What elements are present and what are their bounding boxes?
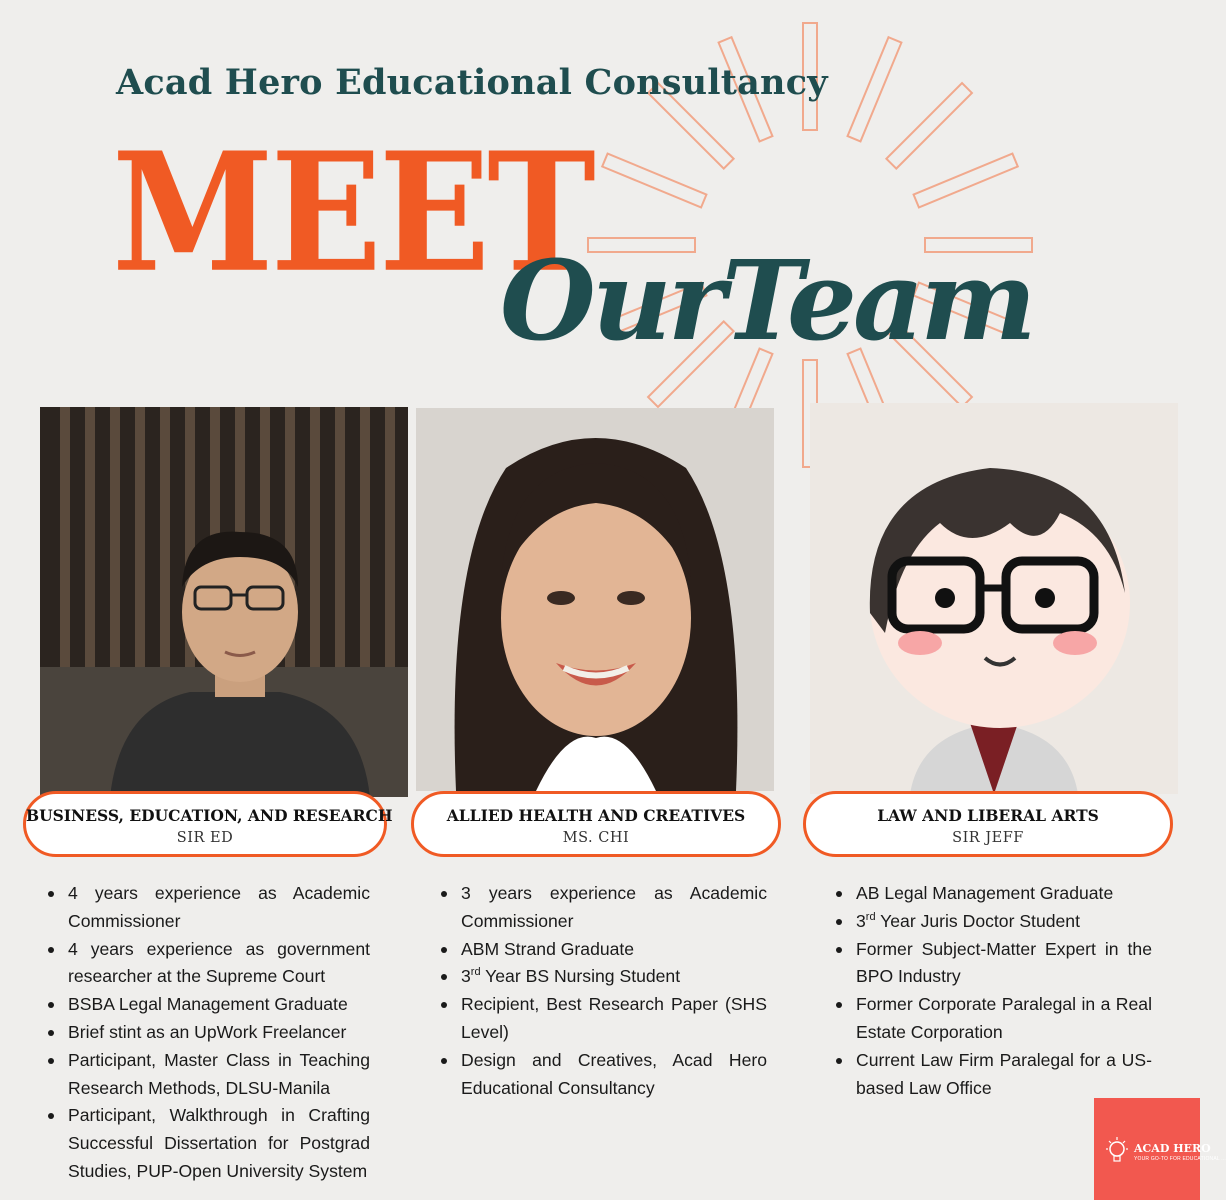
list-item: Brief stint as an UpWork Freelancer xyxy=(68,1019,370,1047)
list-item: 3 years experience as Academic Commissioner xyxy=(461,880,767,936)
list-item: Current Law Firm Paralegal for a US-based Law Office xyxy=(856,1047,1152,1103)
member-name: SIR ED xyxy=(176,830,234,846)
sir-ed-label xyxy=(23,791,393,857)
meet-heading: MEET xyxy=(112,117,593,309)
list-item: Participant, Walkthrough in Crafting Successful Dissertation for Postgrad Studies, PUP-Open University System xyxy=(68,1102,370,1185)
member-name: MS. CHI xyxy=(562,830,630,846)
list-item: AB Legal Management Graduate xyxy=(856,880,1152,908)
lightbulb-icon xyxy=(1104,1136,1130,1168)
sir-jeff-credentials xyxy=(830,880,1152,1102)
list-item: 4 years experience as government researcher at the Supreme Court xyxy=(68,936,370,992)
list-item: Former Subject-Matter Expert in the BPO Industry xyxy=(856,936,1152,992)
list-item: 3rd Year Juris Doctor Student xyxy=(856,908,1152,936)
our-team-heading: OurTeam xyxy=(500,236,1033,365)
member-name: SIR JEFF xyxy=(952,830,1024,846)
sir-ed-photo xyxy=(40,407,408,797)
sir-jeff-avatar xyxy=(810,403,1178,794)
sir-ed-credentials xyxy=(42,880,370,1186)
department-title: BUSINESS, EDUCATION, AND RESEARCH xyxy=(26,806,393,825)
list-item: ABM Strand Graduate xyxy=(461,936,767,964)
company-name: Acad Hero Educational Consultancy xyxy=(116,62,828,103)
ms-chi-label xyxy=(411,791,781,857)
ms-chi-photo xyxy=(416,408,774,791)
sir-jeff-label xyxy=(803,791,1173,857)
acad-hero-logo xyxy=(1094,1098,1226,1200)
logo-brand: ACAD HERO xyxy=(1134,1142,1211,1155)
sunburst-ray xyxy=(848,37,902,141)
department-title: LAW AND LIBERAL ARTS xyxy=(877,806,1099,825)
department-title: ALLIED HEALTH AND CREATIVES xyxy=(446,806,746,825)
list-item: BSBA Legal Management Graduate xyxy=(68,991,370,1019)
list-item: Design and Creatives, Acad Hero Educational Consultancy xyxy=(461,1047,767,1103)
sunburst-ray xyxy=(886,83,972,169)
list-item: Participant, Master Class in Teaching Research Methods, DLSU-Manila xyxy=(68,1047,370,1103)
ms-chi-credentials xyxy=(435,880,767,1102)
sunburst-ray xyxy=(914,154,1018,208)
list-item: Recipient, Best Research Paper (SHS Level) xyxy=(461,991,767,1047)
list-item: Former Corporate Paralegal in a Real Estate Corporation xyxy=(856,991,1152,1047)
list-item: 4 years experience as Academic Commissioner xyxy=(68,880,370,936)
logo-tagline: YOUR GO-TO FOR EDUCATIONAL ... xyxy=(1134,1156,1226,1162)
list-item: 3rd Year BS Nursing Student xyxy=(461,963,767,991)
sunburst-ray xyxy=(602,154,706,208)
